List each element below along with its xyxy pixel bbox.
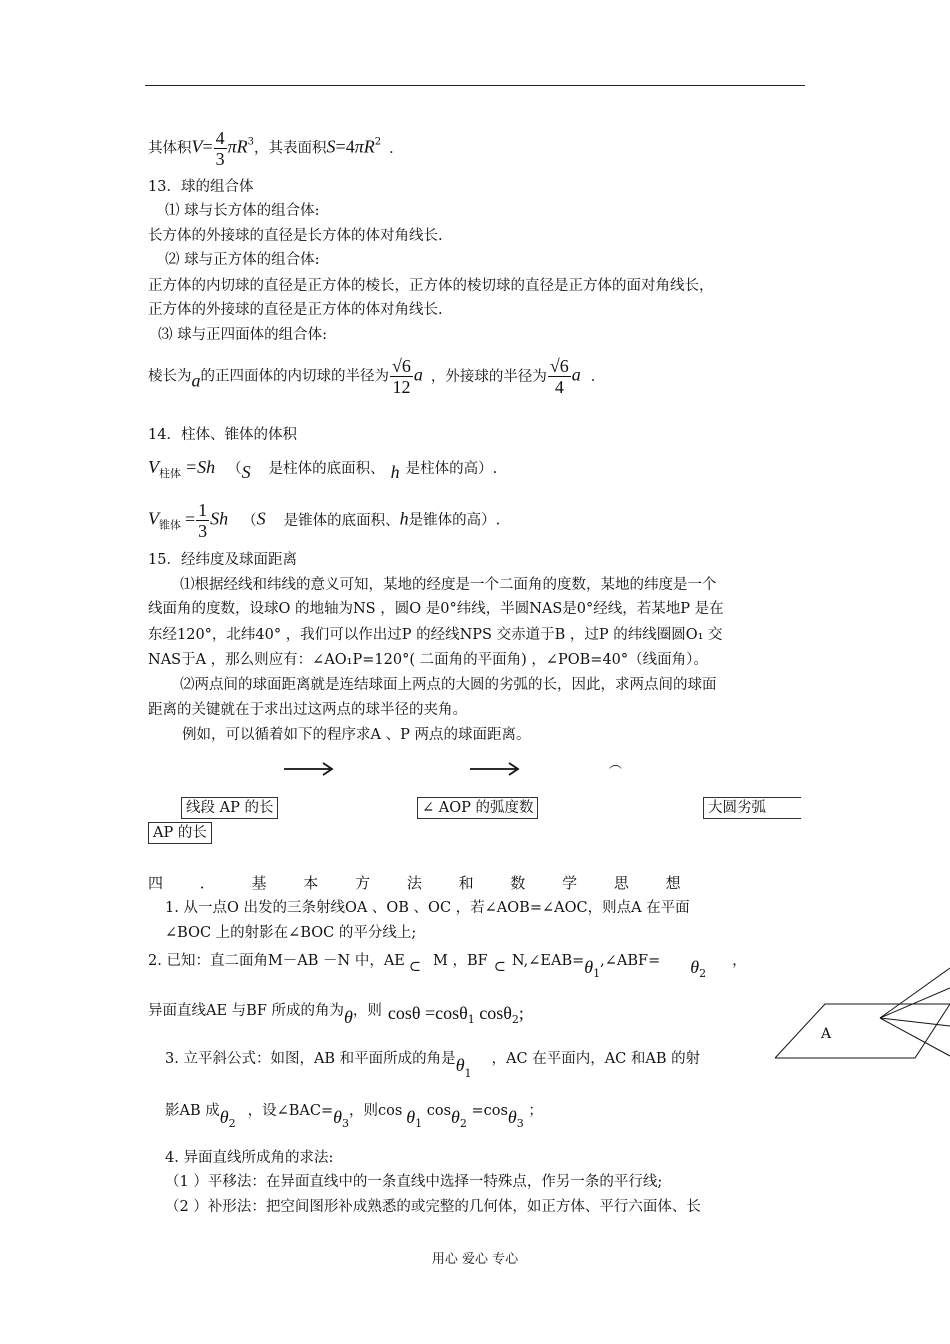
numerator: 1 <box>198 500 208 520</box>
s13-item-1: ⑴ 球与长方体的组合体: <box>165 203 320 219</box>
theta: θ <box>507 1107 517 1127</box>
fraction-4-3 <box>214 128 227 169</box>
subscript: 锥体 <box>159 518 181 532</box>
text: ，其表面积 <box>254 140 327 157</box>
s15-line-4: NAS于A ，那么则应有：∠AO₁P=120°( 二面角的平面角) ，∠POB=40°（线面角）。 <box>148 652 708 668</box>
subscript: 2 <box>511 1013 519 1026</box>
flow-box-segment: 线段 AP 的长 <box>181 797 278 819</box>
section-13-title: 13．球的组合体 <box>148 179 254 195</box>
var-V: V <box>148 457 159 477</box>
method-3-line-b <box>165 1101 543 1134</box>
text: 的正四面体的内切球的半径为 <box>200 368 389 385</box>
figure-label-A: A <box>821 1026 832 1042</box>
equals: = <box>185 508 196 529</box>
pi-R: πR <box>354 136 375 157</box>
formula: =Sh <box>185 457 216 477</box>
method-4-item-1: （1 ）平移法：在异面直线中的一条直线中选择一特殊点，作另一条的平行线; <box>165 1174 663 1190</box>
text: 是锥体的高）. <box>408 512 501 529</box>
fraction-sqrt6-12 <box>390 356 413 397</box>
theta: θ <box>333 1107 342 1127</box>
method-4-item-2: （2 ）补形法：把空间图形补成熟悉的或完整的几何体，如正方体、平行六面体、长 <box>165 1199 701 1215</box>
text: cos <box>422 1103 452 1119</box>
var-h: h <box>390 462 400 482</box>
denominator: 3 <box>215 149 225 169</box>
fraction-1-3 <box>196 500 209 541</box>
var-S: S <box>326 136 336 157</box>
method-2-line-a <box>148 951 747 984</box>
theta: θ <box>690 957 700 977</box>
text: 是柱体的高）. <box>405 461 498 477</box>
s13-item-2-text-a: 正方体的内切球的直径是正方体的棱长，正方体的棱切球的直径是正方体的面对角线长， <box>148 278 714 294</box>
text: 其体积 <box>148 140 192 157</box>
method-2-line-b <box>148 1001 524 1030</box>
text: ，设∠BAC= <box>247 1103 334 1119</box>
s15-line-3: 东经120°，北纬40° ，我们可以作出过P 的经线NPS 交赤道于B ，过P 的纬线圈圆O₁ 交 <box>148 627 723 643</box>
arrow-1 <box>284 763 332 775</box>
text: M ，BF <box>433 953 488 969</box>
s15-line-5: ⑵两点间的球面距离就是连结球面上两点的大圆的劣弧的长，因此，求两点间的球面 <box>180 677 717 693</box>
denominator: 12 <box>392 377 411 397</box>
paren: （ <box>242 512 257 529</box>
text: ； <box>523 1103 543 1119</box>
var-V: V <box>191 136 203 157</box>
text: 是柱体的底面积、 <box>268 461 385 477</box>
formula: cosθ =cosθ <box>387 1003 468 1023</box>
subset-symbol: ⊂ <box>408 959 422 975</box>
text: ． <box>590 368 606 385</box>
plane-parallelogram <box>775 1004 950 1058</box>
subscript: 1 <box>593 967 601 980</box>
method-3-line-a <box>165 1049 700 1084</box>
text: 棱长为 <box>148 368 192 385</box>
subscript: 3 <box>341 1117 349 1130</box>
formula: cosθ <box>474 1003 512 1023</box>
subscript: 1 <box>464 1067 472 1080</box>
pyramid-volume-line <box>148 500 500 541</box>
var-h: h <box>399 508 409 529</box>
tetrahedron-radius-line <box>148 356 605 397</box>
var-Sh: Sh <box>210 508 229 529</box>
section-14-title: 14．柱体、锥体的体积 <box>148 427 297 443</box>
text: ，则 <box>352 1003 382 1019</box>
text: ，AC 在平面内，AC 和AB 的射 <box>491 1051 701 1067</box>
flow-box-arc-cont: AP 的长 <box>148 822 212 844</box>
s15-line-7: 例如，可以循着如下的程序求A 、P 两点的球面距离。 <box>182 727 531 743</box>
method-1-line-b: ∠BOC 上的射影在∠BOC 的平分线上; <box>165 925 417 941</box>
s13-item-3: ⑶ 球与正四面体的组合体: <box>158 327 327 343</box>
header-rule <box>145 85 805 86</box>
theta: θ <box>451 1107 460 1127</box>
theta: θ <box>455 1055 465 1075</box>
subscript: 1 <box>467 1013 475 1026</box>
text: =cos <box>466 1103 508 1119</box>
method-4-title: 4. 异面直线所成角的求法: <box>165 1150 334 1166</box>
method-1-line-a: 1. 从一点O 出发的三条射线OA 、OB 、OC ，若∠AOB=∠AOC，则点A 在平面 <box>165 900 690 916</box>
pi-R: πR <box>227 136 248 157</box>
text: 是锥体的底面积、 <box>283 512 400 529</box>
text: N,∠EAB= <box>511 953 585 969</box>
page-footer: 用心 爱心 专心 <box>431 1252 519 1267</box>
var-V: V <box>148 508 159 529</box>
theta: θ <box>344 1007 353 1027</box>
subscript: 2 <box>228 1117 236 1130</box>
subset-symbol: ⊂ <box>493 959 506 975</box>
equals: =4 <box>335 136 355 157</box>
text: ，外接球的半径为 <box>430 368 547 385</box>
var-a: a <box>571 364 581 385</box>
section-15-title: 15．经纬度及球面距离 <box>148 552 297 568</box>
line-AC <box>880 1018 950 1026</box>
var-a: a <box>413 364 423 385</box>
denominator: 4 <box>554 377 564 397</box>
plane-figure <box>775 960 950 1060</box>
flow-box-arc: 大圆劣弧 <box>703 797 801 819</box>
fraction-sqrt6-4 <box>548 356 571 397</box>
s13-item-1-text: 长方体的外接球的直径是长方体的体对角线长. <box>148 228 443 244</box>
exponent: 3 <box>247 136 255 148</box>
s15-line-6: 距离的关键就在于求出过这两点的球半径的夹角。 <box>148 702 467 718</box>
s13-item-2-text-b: 正方体的外接球的直径是正方体的体对角线长. <box>148 302 443 318</box>
var-a: a <box>191 370 201 391</box>
text: 2. 已知：直二面角M－AB －N 中，AE <box>148 953 405 969</box>
section-4-title: 四 ． 基 本 方 法 和 数 学 思 想 <box>148 874 697 892</box>
equals: = <box>202 136 213 157</box>
text: ． <box>389 140 404 157</box>
sphere-formula-line <box>148 128 404 169</box>
paren: （ <box>227 461 242 477</box>
var-S: S <box>256 508 266 529</box>
theta: θ <box>584 957 594 977</box>
text: 3. 立平斜公式：如图，AB 和平面所成的角是 <box>165 1051 456 1067</box>
numerator: √6 <box>392 356 411 376</box>
arrow-2 <box>470 763 518 775</box>
subscript: 柱体 <box>159 467 181 480</box>
denominator: 3 <box>198 521 208 541</box>
line-proj <box>880 1018 950 1056</box>
var-S: S <box>241 462 251 482</box>
arc-mark: ︵ <box>609 757 623 772</box>
text: ,∠ABF= <box>600 953 661 969</box>
numerator: 4 <box>215 128 225 148</box>
flow-box-angle: ∠ AOP 的弧度数 <box>417 797 538 819</box>
s15-line-1: ⑴根据经线和纬线的意义可知，某地的经度是一个二面角的度数，某地的纬度是一个 <box>180 577 717 593</box>
flow-arrows <box>280 755 540 785</box>
subscript: 2 <box>459 1117 467 1130</box>
subscript: 1 <box>415 1117 423 1130</box>
numerator: √6 <box>549 356 569 376</box>
s15-line-2: 线面角的度数，设球O 的地轴为NS ，圆O 是0°纬线，半圆NAS是0°经线，若某地P 是在 <box>148 601 724 617</box>
theta: θ <box>219 1107 229 1127</box>
subscript: 3 <box>516 1117 524 1130</box>
text: ， <box>732 953 747 969</box>
text: 异面直线AE 与BF 所成的角为 <box>148 1003 344 1019</box>
text: 影AB 成 <box>165 1103 220 1119</box>
text: ; <box>518 1003 524 1023</box>
s13-item-2: ⑵ 球与正方体的组合体: <box>165 252 320 268</box>
prism-volume-line <box>148 457 497 484</box>
subscript: 2 <box>699 967 707 980</box>
exponent: 2 <box>374 136 382 148</box>
text: ，则cos <box>348 1103 403 1119</box>
theta: θ <box>406 1107 416 1127</box>
